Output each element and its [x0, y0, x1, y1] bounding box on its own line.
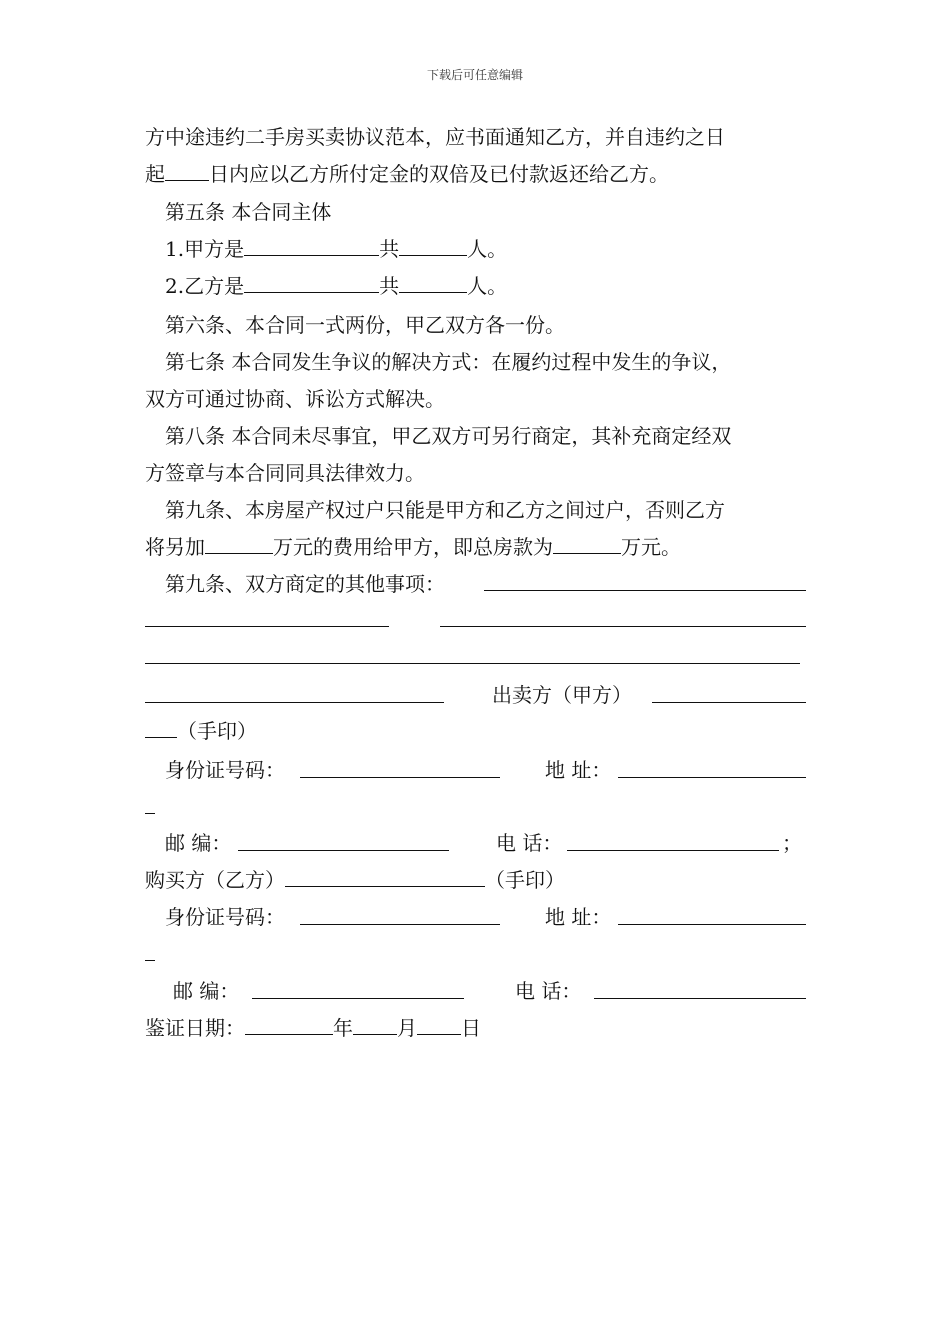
blank-seller-zip: [238, 850, 449, 851]
text: ；: [782, 831, 802, 855]
blank-party-b: [244, 272, 379, 293]
text: 第九条、双方商定的其他事项：: [165, 572, 445, 596]
blank-seller-name-cont: [145, 717, 177, 738]
other-matters-line: [165, 570, 445, 600]
party-a-line: [165, 235, 507, 265]
seller-label: [492, 681, 632, 711]
article-7-line: [165, 348, 731, 378]
text: 人。: [467, 237, 508, 261]
text: 第五条 本合同主体: [165, 200, 332, 224]
blank-buyer-name: [285, 866, 485, 887]
blank-days: [165, 160, 209, 181]
buyer-line: [145, 866, 565, 896]
blank-party-b-count: [399, 272, 467, 293]
text: 鉴证日期：: [145, 1016, 245, 1040]
article-9-line: [165, 496, 725, 526]
text: 起: [145, 162, 165, 186]
seller-handprint-line: [145, 717, 257, 747]
blank-buyer-tel: [594, 998, 806, 999]
blank-buyer-zip: [252, 998, 464, 999]
text: 将另加: [145, 535, 205, 559]
article-9-line: [145, 533, 681, 563]
text: 购买方（乙方）: [145, 868, 285, 892]
blank-other-matters: [145, 702, 444, 703]
text: （手印）: [177, 719, 257, 743]
blank-year: [245, 1014, 333, 1035]
semicolon: [782, 829, 802, 859]
buyer-id-label: [165, 903, 285, 933]
text: 月: [397, 1016, 417, 1040]
blank-other-matters: [484, 590, 806, 591]
blank-total-price: [553, 533, 621, 554]
buyer-zip-label: [173, 977, 239, 1007]
article-8-line: [145, 459, 425, 489]
paragraph-line: [145, 123, 725, 153]
text: 共: [379, 274, 400, 298]
text: 人。: [467, 274, 508, 298]
blank-extra-fee: [205, 533, 273, 554]
blank-seller-address-cont: [145, 813, 155, 814]
article-6: [165, 311, 565, 341]
text: 年: [333, 1016, 353, 1040]
text: 万元的费用给甲方，即总房款为: [273, 535, 553, 559]
blank-party-a-count: [399, 235, 467, 256]
blank-seller-address: [618, 777, 806, 778]
text: 万元。: [621, 535, 681, 559]
blank-other-matters: [145, 626, 389, 627]
text: 双方可通过协商、诉讼方式解决。: [145, 387, 445, 411]
article-8-line: [165, 422, 731, 452]
text: 第七条 本合同发生争议的解决方式：在履约过程中发生的争议，: [165, 350, 732, 374]
text: 方签章与本合同同具法律效力。: [145, 461, 425, 485]
text: 邮 编：: [165, 831, 232, 855]
blank-other-matters: [145, 663, 800, 664]
text: （手印）: [485, 868, 565, 892]
seller-tel-label: [496, 829, 562, 859]
text: 第八条 本合同未尽事宜，甲乙双方可另行商定，其补充商定经双: [165, 424, 732, 448]
text: 电 话：: [515, 979, 582, 1003]
text: 第六条、本合同一式两份，甲乙双方各一份。: [165, 313, 565, 337]
buyer-tel-label: [515, 977, 581, 1007]
text: 身份证号码：: [165, 905, 285, 929]
blank-other-matters: [440, 626, 806, 627]
blank-party-a: [244, 235, 379, 256]
blank-buyer-address: [618, 924, 806, 925]
text: 方中途违约二手房买卖协议范本，应书面通知乙方，并自违约之日: [145, 125, 725, 149]
blank-seller-tel: [567, 850, 779, 851]
blank-seller-id: [300, 777, 500, 778]
blank-month: [353, 1014, 397, 1035]
article-5-title: [165, 198, 331, 228]
blank-day: [417, 1014, 461, 1035]
text: 邮 编：: [173, 979, 240, 1003]
text: 地 址：: [545, 758, 612, 782]
seller-zip-label: [165, 829, 231, 859]
text: 身份证号码：: [165, 758, 285, 782]
text: 日内应以乙方所付定金的双倍及已付款返还给乙方。: [209, 162, 669, 186]
paragraph-line: [145, 160, 669, 190]
text: 电 话：: [496, 831, 563, 855]
text: 地 址：: [545, 905, 612, 929]
text: 2.乙方是: [165, 274, 245, 298]
date-line: [145, 1014, 481, 1044]
text: 共: [379, 237, 400, 261]
blank-buyer-address-cont: [145, 960, 155, 961]
seller-id-label: [165, 756, 285, 786]
header-note: 下载后可任意编辑: [426, 68, 523, 82]
blank-buyer-id: [300, 924, 500, 925]
blank-seller-name: [652, 702, 806, 703]
party-b-line: [165, 272, 507, 302]
article-7-line: [145, 385, 445, 415]
buyer-address-label: [545, 903, 611, 933]
seller-address-label: [545, 756, 611, 786]
text: 1.甲方是: [165, 237, 245, 261]
text: 日: [461, 1016, 481, 1040]
text: 第九条、本房屋产权过户只能是甲方和乙方之间过户，否则乙方: [165, 498, 725, 522]
text: 出卖方（甲方）: [492, 683, 632, 707]
